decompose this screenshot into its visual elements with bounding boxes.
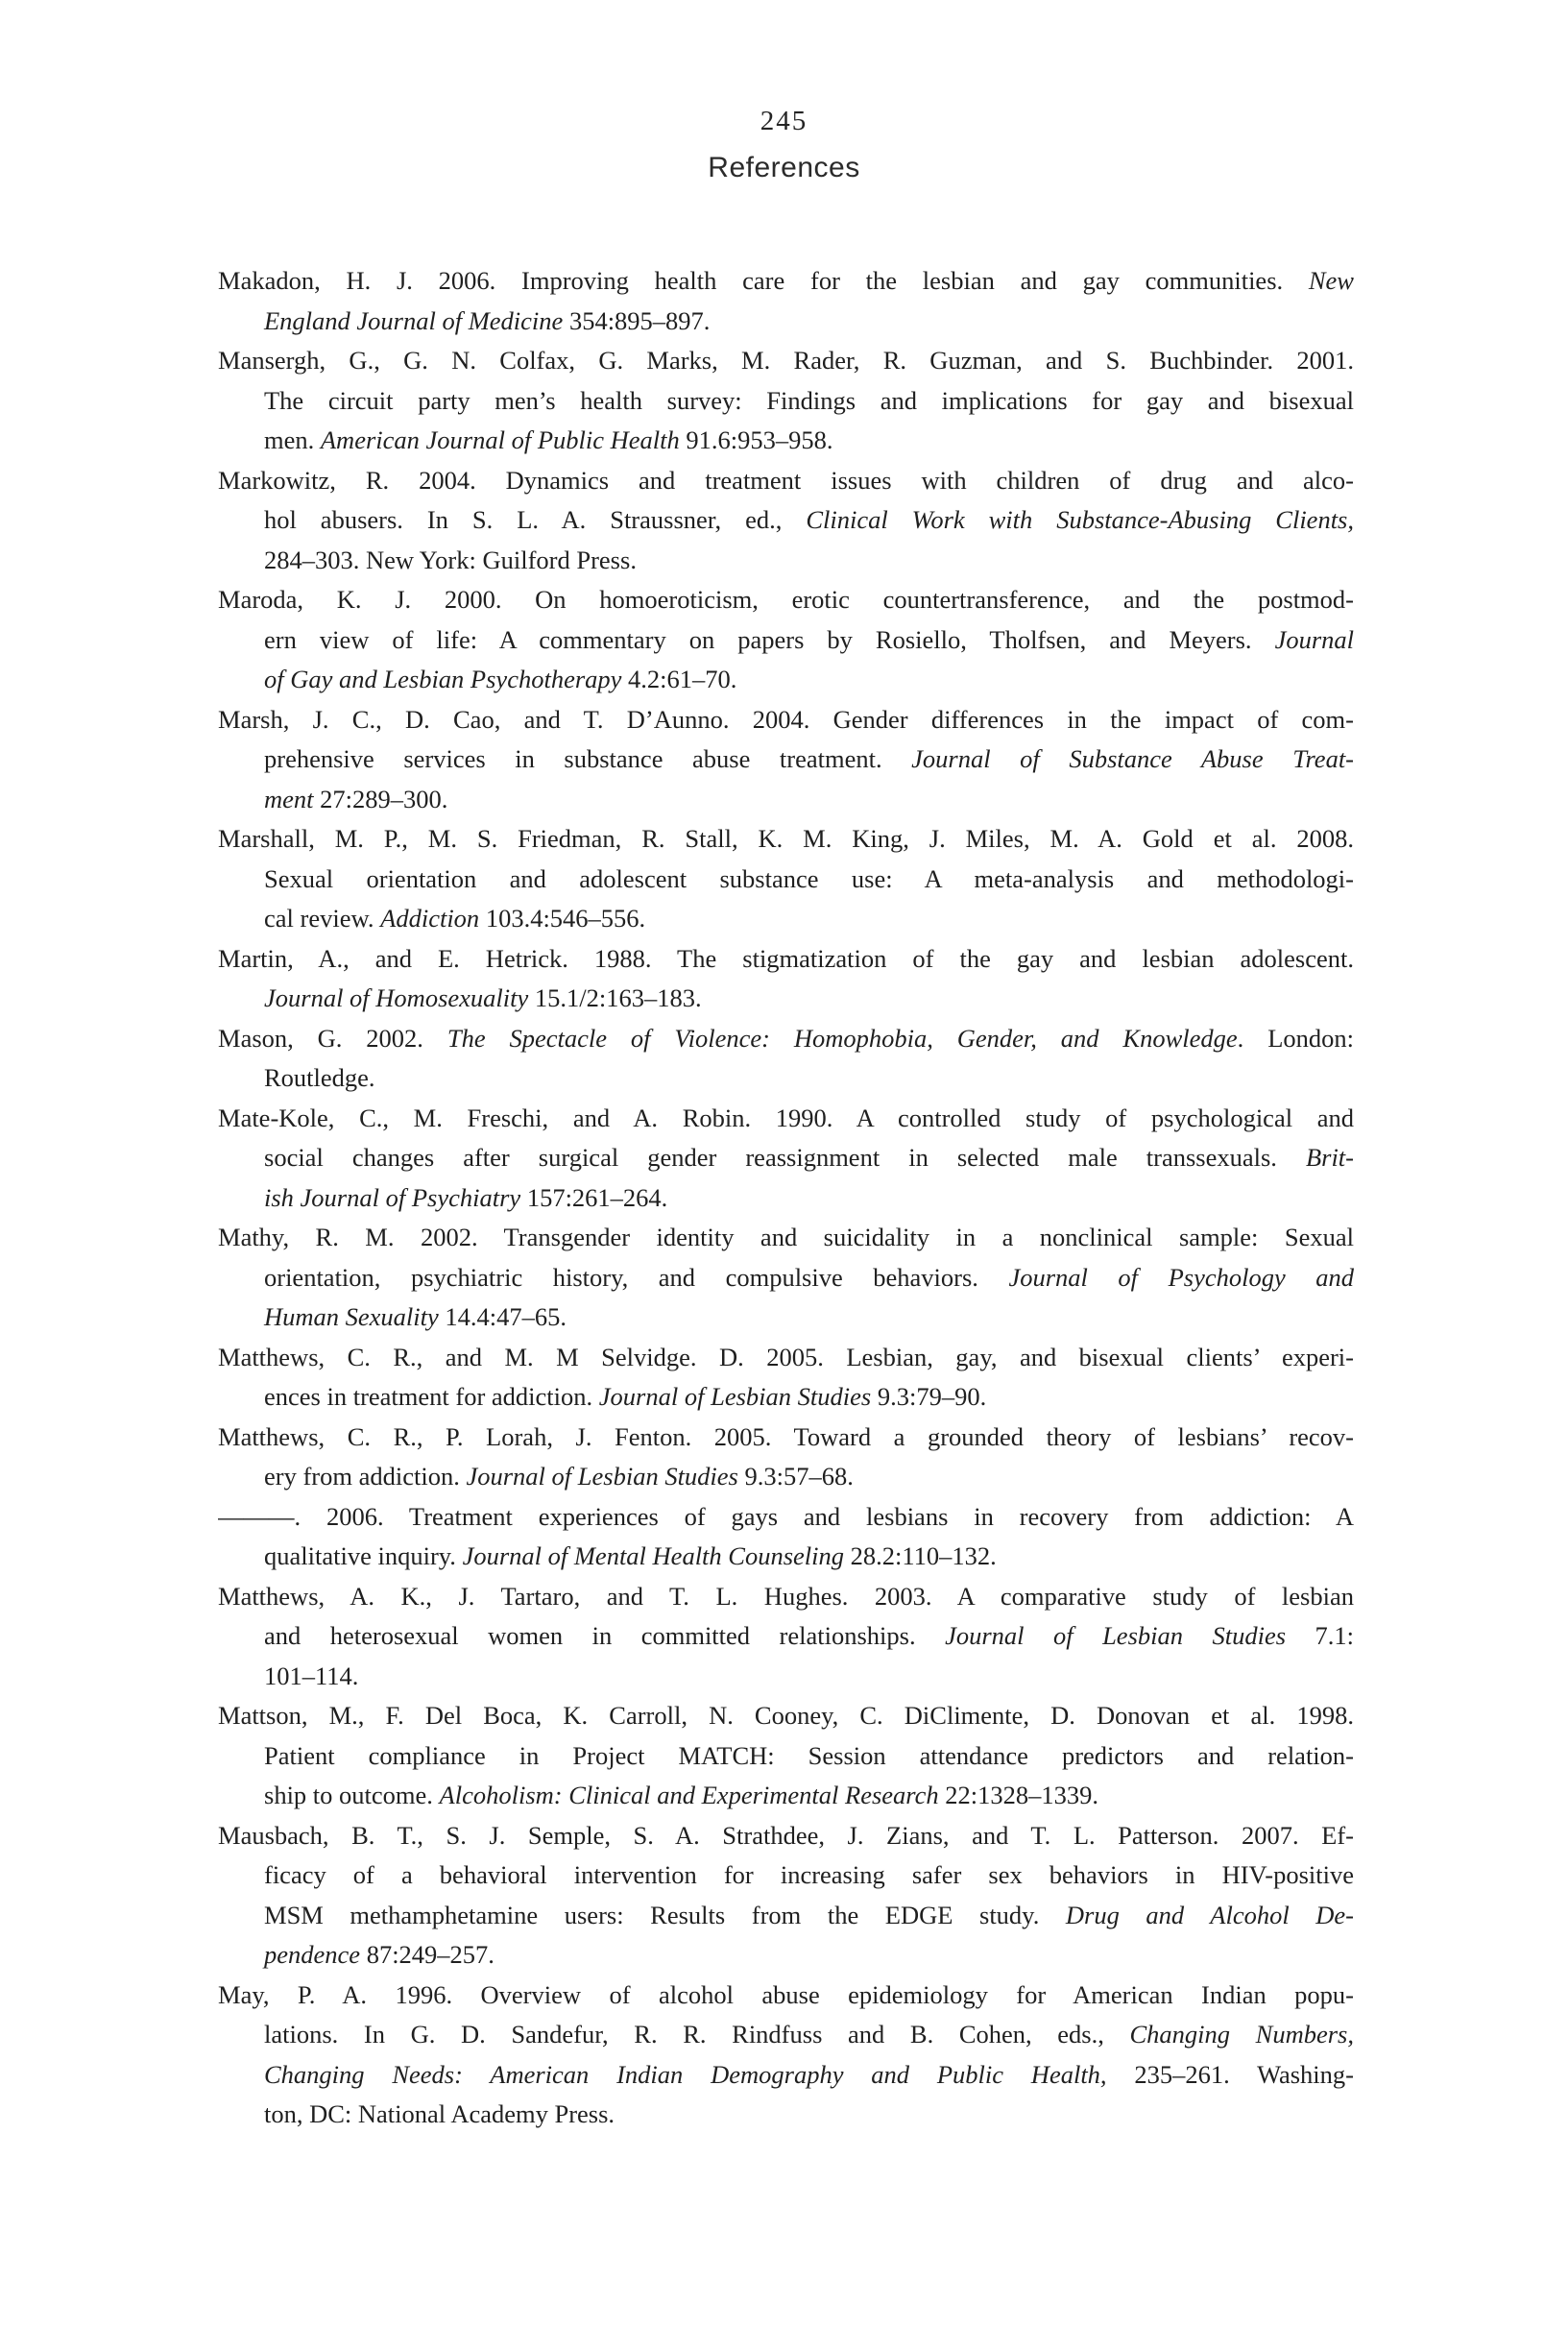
reference-line — [218, 740, 1354, 780]
reference-line — [218, 421, 1354, 461]
journal-title-text: New — [1308, 266, 1354, 295]
reference-line — [218, 1896, 1354, 1936]
reference-line — [218, 1616, 1354, 1657]
journal-title-text: The Spectacle of Violence: Homophobia, Gender, and Knowledge — [446, 1023, 1238, 1053]
reference-text: social changes after surgical gender reassignment in selected male transsexuals. — [264, 1143, 1306, 1172]
reference-line — [218, 1338, 1354, 1378]
reference-text: Martin, A., and E. Hetrick. 1988. The stigmatization of the gay and lesbian adolescent. — [218, 943, 1354, 973]
reference-entry — [218, 341, 1354, 461]
reference-line — [218, 860, 1354, 900]
reference-line — [218, 1297, 1354, 1338]
reference-text: ficacy of a behavioral intervention for increasing safer sex behaviors in HIV-positive — [264, 1860, 1354, 1889]
reference-line — [218, 939, 1354, 980]
reference-line — [218, 1537, 1354, 1577]
reference-entry — [218, 819, 1354, 939]
reference-line — [218, 1058, 1354, 1099]
reference-text: MSM methamphetamine users: Results from the EDGE study. — [264, 1900, 1066, 1929]
reference-entry — [218, 1418, 1354, 1497]
reference-line — [218, 381, 1354, 422]
reference-text: 235–261. Washing- — [1106, 2059, 1354, 2089]
reference-line — [218, 1099, 1354, 1139]
page-number: 245 — [760, 106, 808, 136]
journal-title-text: Drug and Alcohol De- — [1065, 1900, 1354, 1929]
reference-text: hol abusers. In S. L. A. Straussner, ed., — [264, 505, 807, 534]
reference-line — [218, 1577, 1354, 1617]
reference-text: 14.4:47–65. — [438, 1302, 567, 1331]
reference-text: Marshall, M. P., M. S. Friedman, R. Stall, K. M. King, J. Miles, M. A. Gold et al. 2008. — [218, 824, 1354, 853]
reference-line — [218, 700, 1354, 740]
reference-entry — [218, 261, 1354, 341]
journal-title-text: Alcoholism: Clinical and Experimental Research — [439, 1781, 939, 1809]
reference-text: May, P. A. 1996. Overview of alcohol abuse epidemiology for American Indian popu- — [218, 1979, 1354, 2009]
journal-title-text: Journal of Homosexuality — [264, 983, 529, 1012]
journal-title-text: ment — [264, 784, 314, 813]
reference-text: Mausbach, B. T., S. J. Semple, S. A. Strathdee, J. Zians, and T. L. Patterson. 2007. Ef- — [218, 1820, 1354, 1850]
reference-text: 284–303. New York: Guilford Press. — [264, 545, 637, 574]
reference-text: ———. 2006. Treatment experiences of gays and lesbians in recovery from addiction: A — [218, 1501, 1354, 1531]
reference-text: 27:289–300. — [313, 784, 448, 813]
reference-text: 103.4:546–556. — [479, 904, 646, 933]
reference-text: Mason, G. 2002. — [218, 1023, 447, 1053]
journal-title-text: Addiction — [380, 904, 480, 933]
reference-line — [218, 899, 1354, 939]
reference-text: Mansergh, G., G. N. Colfax, G. Marks, M. Rader, R. Guzman, and S. Buchbinder. 2001. — [218, 346, 1354, 375]
reference-text: lations. In G. D. Sandefur, R. R. Rindfuss and B. Cohen, eds., — [264, 2020, 1130, 2049]
reference-line — [218, 620, 1354, 661]
journal-title-text: Journal of Substance Abuse Treat- — [911, 744, 1354, 773]
reference-text: Makadon, H. J. 2006. Improving health care for the lesbian and gay communities. — [218, 266, 1309, 295]
journal-title-text: ish Journal of Psychiatry — [264, 1182, 521, 1212]
reference-line — [218, 341, 1354, 381]
reference-text: ship to outcome. — [264, 1781, 440, 1809]
journal-title-text: Journal — [1274, 624, 1354, 654]
reference-line — [218, 2095, 1354, 2135]
reference-text: Patient compliance in Project MATCH: Session attendance predictors and relation- — [264, 1740, 1354, 1770]
page-title: References — [708, 152, 860, 183]
reference-text: Sexual orientation and adolescent substance use: A meta-analysis and methodologi- — [264, 863, 1354, 893]
reference-text: Markowitz, R. 2004. Dynamics and treatment issues with children of drug and alco- — [218, 465, 1354, 495]
reference-entry — [218, 1218, 1354, 1338]
reference-entry — [218, 1497, 1354, 1577]
journal-title-text: pendence — [264, 1940, 361, 1969]
reference-text: ern view of life: A commentary on papers by Rosiello, Tholfsen, and Meyers. — [264, 624, 1275, 654]
reference-text: Mathy, R. M. 2002. Transgender identity and suicidality in a nonclinical sample: Sexual — [218, 1223, 1354, 1251]
reference-text: 9.3:57–68. — [737, 1462, 854, 1491]
reference-text: men. — [264, 425, 321, 454]
reference-text: ton, DC: National Academy Press. — [264, 2099, 615, 2128]
reference-text: orientation, psychiatric history, and compulsive behaviors. — [264, 1262, 1009, 1292]
reference-text: and heterosexual women in committed relationships. — [264, 1621, 946, 1650]
reference-line — [218, 580, 1354, 620]
reference-line — [218, 1497, 1354, 1538]
reference-line — [218, 1657, 1354, 1697]
journal-title-text: Journal of Psychology and — [1008, 1262, 1354, 1292]
journal-title-text: Changing Numbers, — [1129, 2020, 1354, 2049]
reference-text: Matthews, A. K., J. Tartaro, and T. L. Hughes. 2003. A comparative study of lesbian — [218, 1581, 1354, 1611]
reference-entry — [218, 1696, 1354, 1816]
reference-entry — [218, 1099, 1354, 1219]
reference-entry — [218, 580, 1354, 700]
reference-entry — [218, 700, 1354, 820]
reference-text: 15.1/2:163–183. — [528, 983, 702, 1012]
journal-title-text: American Journal of Public Health — [320, 425, 680, 454]
reference-line — [218, 500, 1354, 541]
reference-text: 7.1: — [1286, 1621, 1354, 1650]
reference-text: Marsh, J. C., D. Cao, and T. D’Aunno. 2004. Gender differences in the impact of com- — [218, 704, 1354, 734]
reference-line — [218, 1776, 1354, 1816]
journal-title-text: Brit- — [1305, 1143, 1354, 1172]
reference-line — [218, 1696, 1354, 1736]
reference-line — [218, 541, 1354, 581]
reference-line — [218, 2055, 1354, 2096]
reference-text: 9.3:79–90. — [871, 1382, 987, 1411]
reference-text: Matthews, C. R., and M. M Selvidge. D. 2005. Lesbian, gay, and bisexual clients’ experi- — [218, 1342, 1354, 1371]
reference-entry — [218, 1577, 1354, 1697]
reference-text: qualitative inquiry. — [264, 1541, 463, 1570]
journal-title-text: Clinical Work with Substance-Abusing Clients, — [806, 505, 1354, 534]
reference-line — [218, 302, 1354, 342]
reference-text: 87:249–257. — [360, 1940, 495, 1969]
reference-text: 28.2:110–132. — [844, 1541, 997, 1570]
reference-line — [218, 1258, 1354, 1298]
reference-line — [218, 1218, 1354, 1258]
reference-line — [218, 1736, 1354, 1777]
reference-text: 157:261–264. — [520, 1182, 668, 1212]
reference-line — [218, 1457, 1354, 1497]
reference-text: Matthews, C. R., P. Lorah, J. Fenton. 2005. Toward a grounded theory of lesbians’ recov- — [218, 1421, 1354, 1451]
journal-title-text: England Journal of Medicine — [264, 305, 564, 335]
journal-title-text: Journal of Lesbian Studies — [466, 1462, 738, 1491]
reference-text: ences in treatment for addiction. — [264, 1382, 599, 1411]
reference-entry — [218, 939, 1354, 1019]
reference-line — [218, 819, 1354, 860]
reference-text: ery from addiction. — [264, 1462, 467, 1491]
reference-line — [218, 1418, 1354, 1458]
journal-title-text: Human Sexuality — [264, 1302, 439, 1331]
reference-line — [218, 1976, 1354, 2016]
journal-title-text: Changing Needs: American Indian Demography and Public Health, — [264, 2059, 1107, 2089]
reference-text: 354:895–897. — [563, 305, 711, 335]
reference-line — [218, 1935, 1354, 1976]
reference-line — [218, 2015, 1354, 2055]
reference-text: 22:1328–1339. — [938, 1781, 1098, 1809]
reference-text: 91.6:953–958. — [679, 425, 833, 454]
reference-text: Mate-Kole, C., M. Freschi, and A. Robin. 1990. A controlled study of psychological and — [218, 1103, 1354, 1132]
reference-line — [218, 780, 1354, 820]
journal-title-text: of Gay and Lesbian Psychotherapy — [264, 665, 622, 693]
references-list — [218, 261, 1354, 2135]
reference-line — [218, 461, 1354, 501]
reference-text: 4.2:61–70. — [621, 665, 737, 693]
reference-text: . London: — [1237, 1023, 1354, 1053]
reference-line — [218, 1019, 1354, 1059]
reference-entry — [218, 1338, 1354, 1418]
reference-line — [218, 1855, 1354, 1896]
reference-line — [218, 1816, 1354, 1856]
reference-text: 101–114. — [264, 1661, 359, 1690]
reference-line — [218, 660, 1354, 700]
reference-entry — [218, 1019, 1354, 1099]
reference-text: Routledge. — [264, 1063, 375, 1092]
reference-entry — [218, 461, 1354, 581]
reference-line — [218, 979, 1354, 1019]
journal-title-text: Journal of Lesbian Studies — [598, 1382, 872, 1411]
reference-line — [218, 1178, 1354, 1219]
reference-line — [218, 1138, 1354, 1178]
reference-text: Mattson, M., F. Del Boca, K. Carroll, N. Cooney, C. DiClimente, D. Donovan et al. 1998. — [218, 1701, 1354, 1730]
journal-title-text: Journal of Lesbian Studies — [945, 1621, 1287, 1650]
reference-text: prehensive services in substance abuse treatment. — [264, 744, 912, 773]
reference-line — [218, 1377, 1354, 1418]
reference-text: Maroda, K. J. 2000. On homoeroticism, erotic countertransference, and the postmod- — [218, 585, 1354, 614]
reference-text: cal review. — [264, 904, 381, 933]
reference-entry — [218, 1976, 1354, 2135]
journal-title-text: Journal of Mental Health Counseling — [462, 1541, 845, 1570]
reference-entry — [218, 1816, 1354, 1976]
reference-line — [218, 261, 1354, 302]
reference-text: The circuit party men’s health survey: Findings and implications for gay and bisexual — [264, 385, 1354, 415]
